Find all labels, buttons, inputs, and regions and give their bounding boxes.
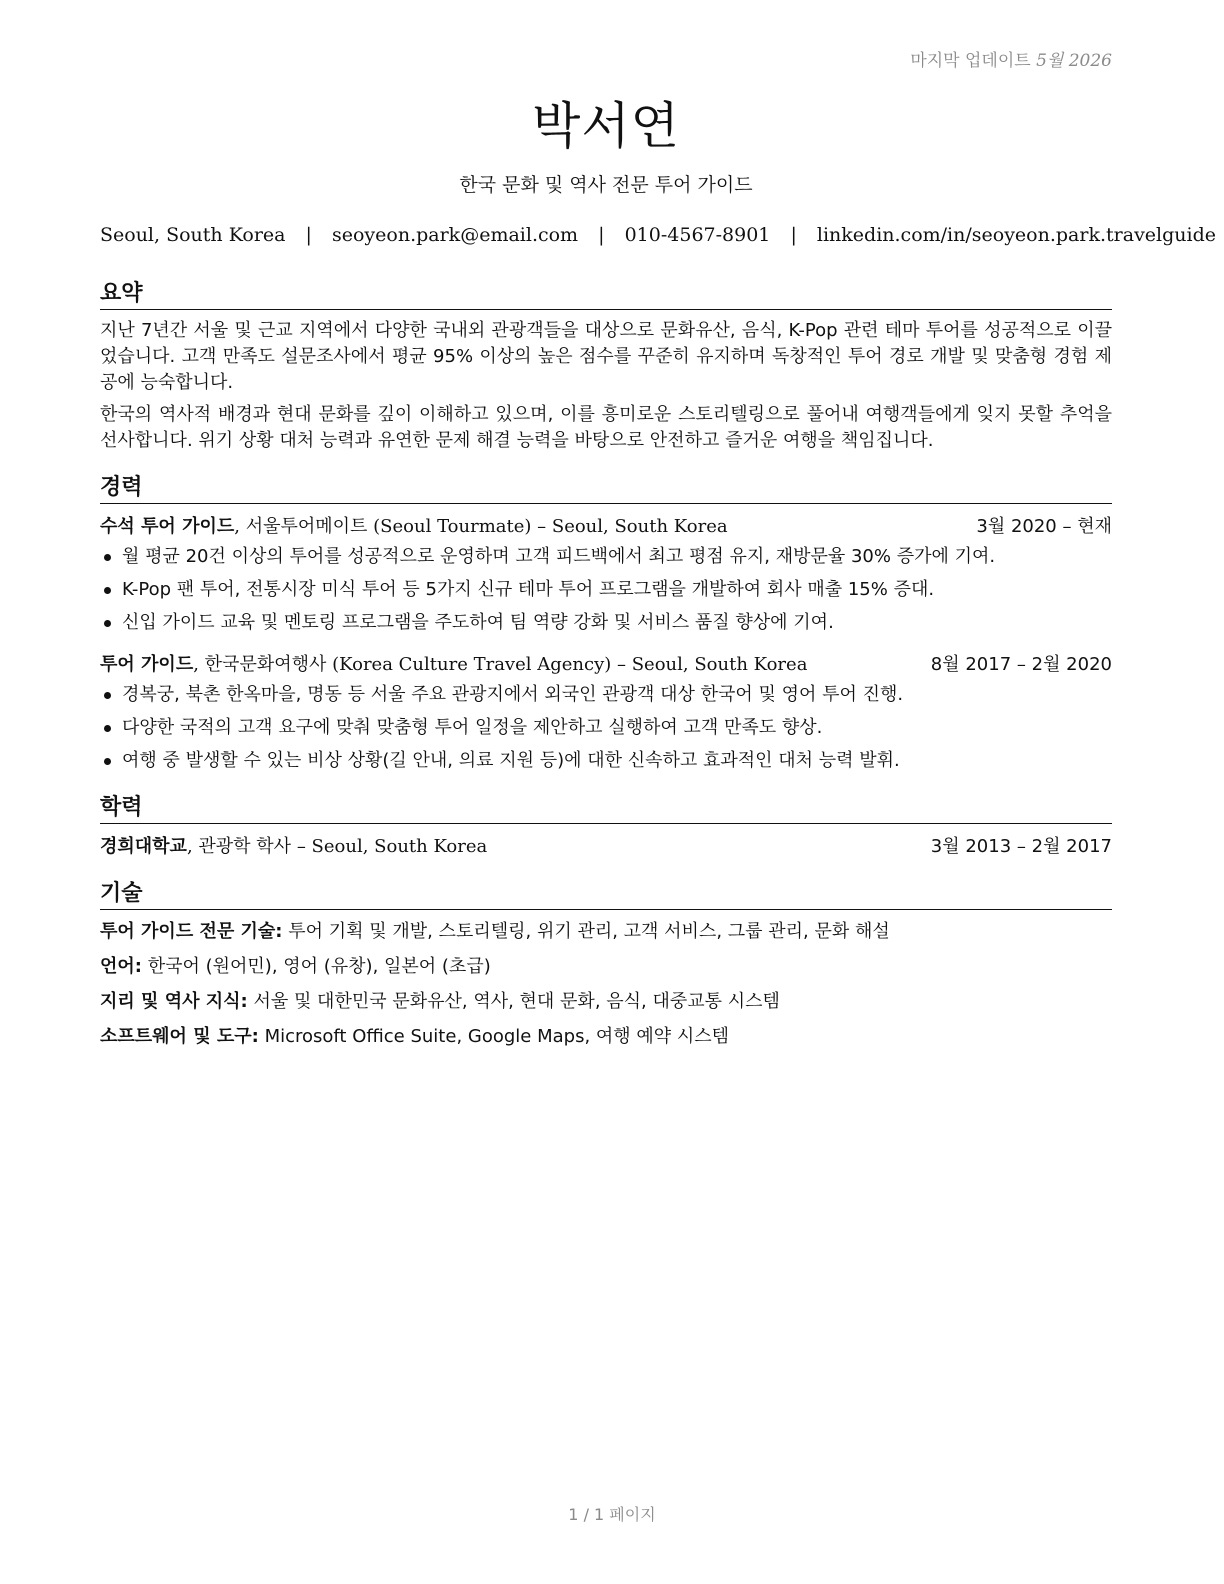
- job-title: 수석 투어 가이드: [100, 516, 235, 537]
- contact-separator: |: [790, 224, 797, 246]
- last-updated: [910, 46, 1112, 71]
- job-org-english: (Seoul Tourmate) – Seoul, South Korea: [373, 516, 728, 537]
- job-header: 투어 가이드, 한국문화여행사 (Korea Culture Travel Agency) – Seoul, South Korea 8월 2017 – 2월 2020: [100, 654, 1112, 675]
- skill-value: 서울 및 대한민국 문화유산, 역사, 현대 문화, 음식, 대중교통 시스템: [253, 991, 780, 1012]
- job-bullet: 다양한 국적의 고객 요구에 맞춰 맞춤형 투어 일정을 제안하고 실행하여 고객 만족도 향상.: [100, 715, 1112, 741]
- job-org-english: (Korea Culture Travel Agency) – Seoul, South Korea: [332, 654, 808, 675]
- contact-phone: 010-4567-8901: [624, 224, 771, 246]
- page-indicator: 1 / 1 페이지: [568, 1505, 656, 1524]
- contact-separator: |: [305, 224, 312, 246]
- job-bullet: 경복궁, 북촌 한옥마을, 명동 등 서울 주요 관광지에서 외국인 관광객 대상 한국어 및 영어 투어 진행.: [100, 682, 1112, 708]
- resume-content: [100, 276, 1112, 1066]
- job-org-korean: 한국문화여행사: [204, 654, 327, 675]
- job-bullets: [100, 544, 1112, 636]
- contact-location: Seoul, South Korea: [100, 224, 286, 246]
- skill-line: [100, 954, 1112, 980]
- education-school: 경희대학교: [100, 836, 187, 857]
- skill-value: 한국어 (원어민), 영어 (유창), 일본어 (초급): [147, 956, 491, 977]
- experience-section: [100, 470, 1112, 774]
- job-entry: [100, 652, 1112, 774]
- job-bullet: 월 평균 20건 이상의 투어를 성공적으로 운영하며 고객 피드백에서 최고 평점 유지, 재방문율 30% 증가에 기여.: [100, 544, 1112, 570]
- skill-label: 언어:: [100, 956, 142, 977]
- skill-label: 투어 가이드 전문 기술:: [100, 921, 283, 942]
- contact-linkedin[interactable]: linkedin.com/in/seoyeon.park.travelguide: [816, 224, 1217, 246]
- education-section: [100, 790, 1112, 860]
- candidate-subtitle: 한국 문화 및 역사 전문 투어 가이드: [459, 174, 753, 196]
- last-updated-date: 5월 2026: [1036, 51, 1112, 71]
- skill-value: 투어 기획 및 개발, 스토리텔링, 위기 관리, 고객 서비스, 그룹 관리, 문화 해설: [288, 921, 890, 942]
- skill-label: 지리 및 역사 지식:: [100, 991, 248, 1012]
- summary-paragraph: 지난 7년간 서울 및 근교 지역에서 다양한 국내외 관광객들을 대상으로 문화유산, 음식, K-Pop 관련 테마 투어를 성공적으로 이끌었습니다. 고객 만족도 설문조사에서 평균 95% 이상의 높은 점수를 꾸준히 유지하며 독창적인 투어 경로 개발 및 맞춤형 경험 제공에 능숙합니다.: [100, 320, 1112, 393]
- job-header: 수석 투어 가이드, 서울투어메이트 (Seoul Tourmate) – Seoul, South Korea 3월 2020 – 현재: [100, 516, 1112, 537]
- skill-line: [100, 919, 1112, 945]
- job-date-start: 3월 2020: [976, 516, 1057, 537]
- skills-section: [100, 876, 1112, 1050]
- job-date-end: 2월 2020: [1031, 654, 1112, 675]
- summary-paragraph: 한국의 역사적 배경과 현대 문화를 깊이 이해하고 있으며, 이를 흥미로운 스토리텔링으로 풀어내 여행객들에게 잊지 못할 추억을 선사합니다. 위기 상황 대처 능력과 유연한 문제 해결 능력을 바탕으로 안전하고 즐거운 여행을 책임집니다.: [100, 404, 1112, 451]
- job-org-korean: 서울투어메이트: [245, 516, 368, 537]
- job-entry: [100, 514, 1112, 636]
- education-date-end: 2월 2017: [1031, 836, 1112, 857]
- skill-value: Microsoft Office Suite, Google Maps, 여행 예약 시스템: [264, 1026, 730, 1047]
- job-bullet: 여행 중 발생할 수 있는 비상 상황(길 안내, 의료 지원 등)에 대한 신속하고 효과적인 대처 능력 발휘.: [100, 748, 1112, 774]
- education-degree: 관광학 학사: [198, 836, 292, 857]
- education-date-start: 3월 2013: [930, 836, 1012, 857]
- job-bullet: K-Pop 팬 투어, 전통시장 미식 투어 등 5가지 신규 테마 투어 프로그램을 개발하여 회사 매출 15% 증대.: [100, 577, 1112, 603]
- job-bullets: [100, 682, 1112, 774]
- job-bullet: 신입 가이드 교육 및 멘토링 프로그램을 주도하여 팀 역량 강화 및 서비스 품질 향상에 기여.: [100, 610, 1112, 636]
- education-title: 학력: [100, 790, 1112, 824]
- education-entry: 경희대학교, 관광학 학사 – Seoul, South Korea 3월 2013 – 2월 2017: [100, 836, 1112, 857]
- summary-title: 요약: [100, 276, 1112, 310]
- skill-line: [100, 989, 1112, 1015]
- last-updated-label: 마지막 업데이트: [910, 51, 1031, 71]
- experience-title: 경력: [100, 470, 1112, 504]
- contact-line: [100, 224, 1217, 246]
- education-location: – Seoul, South Korea: [296, 836, 488, 857]
- job-date-start: 8월 2017: [930, 654, 1012, 675]
- contact-separator: |: [598, 224, 605, 246]
- job-title: 투어 가이드: [100, 654, 194, 675]
- contact-email[interactable]: seoyeon.park@email.com: [331, 224, 579, 246]
- candidate-name: 박서연: [532, 97, 680, 155]
- summary-section: [100, 276, 1112, 454]
- job-date-end: 현재: [1077, 516, 1112, 537]
- skills-title: 기술: [100, 876, 1112, 910]
- skill-line: [100, 1024, 1112, 1050]
- skill-label: 소프트웨어 및 도구:: [100, 1026, 259, 1047]
